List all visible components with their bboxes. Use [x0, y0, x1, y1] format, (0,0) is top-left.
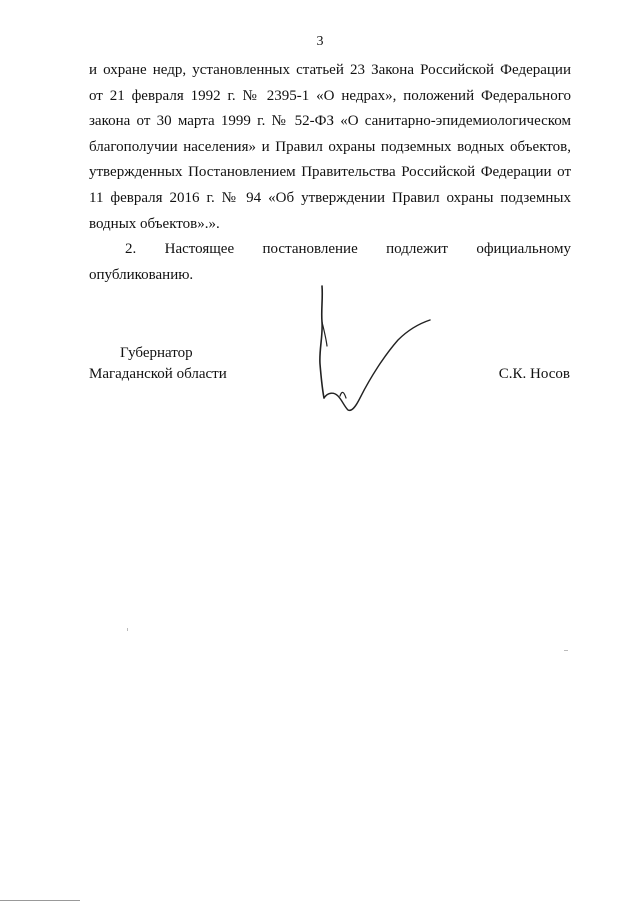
paragraph-2-line-1: 2. Настоящее постановление подлежит официальному — [125, 241, 571, 258]
paragraph-1-line-5: утвержденных Постановлением Правительства Российской Федерации от — [89, 164, 571, 181]
handwritten-signature — [308, 280, 438, 420]
paragraph-1-line-2: от 21 февраля 1992 г. № 2395-1 «О недрах», положений Федерального — [89, 87, 571, 104]
paragraph-1-line-7: водных объектов».». — [89, 215, 220, 232]
signatory-title-line-1: Губернатор — [120, 345, 193, 361]
paragraph-1-line-6: 11 февраля 2016 г. № 94 «Об утверждении Правил охраны подземных — [89, 189, 571, 206]
scan-artifact-left — [127, 628, 128, 631]
body-text — [89, 58, 571, 288]
signatory-title — [89, 343, 227, 385]
paragraph-1-line-1: и охране недр, установленных статьей 23 Закона Российской Федерации — [89, 62, 571, 78]
signatory-title-line-2: Магаданской области — [89, 366, 227, 382]
scan-artifact-bottom-line — [0, 900, 80, 901]
signatory-name: С.К. Носов — [498, 366, 570, 382]
paragraph-2-line-2: опубликованию. — [89, 266, 194, 283]
page-number: 3 — [316, 34, 324, 49]
paragraph-1-line-4: благополучии населения» и Правил охраны подземных водных объектов, — [89, 138, 571, 155]
paragraph-1-line-3: закона от 30 марта 1999 г. № 52-ФЗ «О санитарно-эпидемиологическом — [89, 113, 571, 130]
scan-artifact-right — [564, 650, 568, 651]
paragraph-1 — [89, 58, 571, 237]
